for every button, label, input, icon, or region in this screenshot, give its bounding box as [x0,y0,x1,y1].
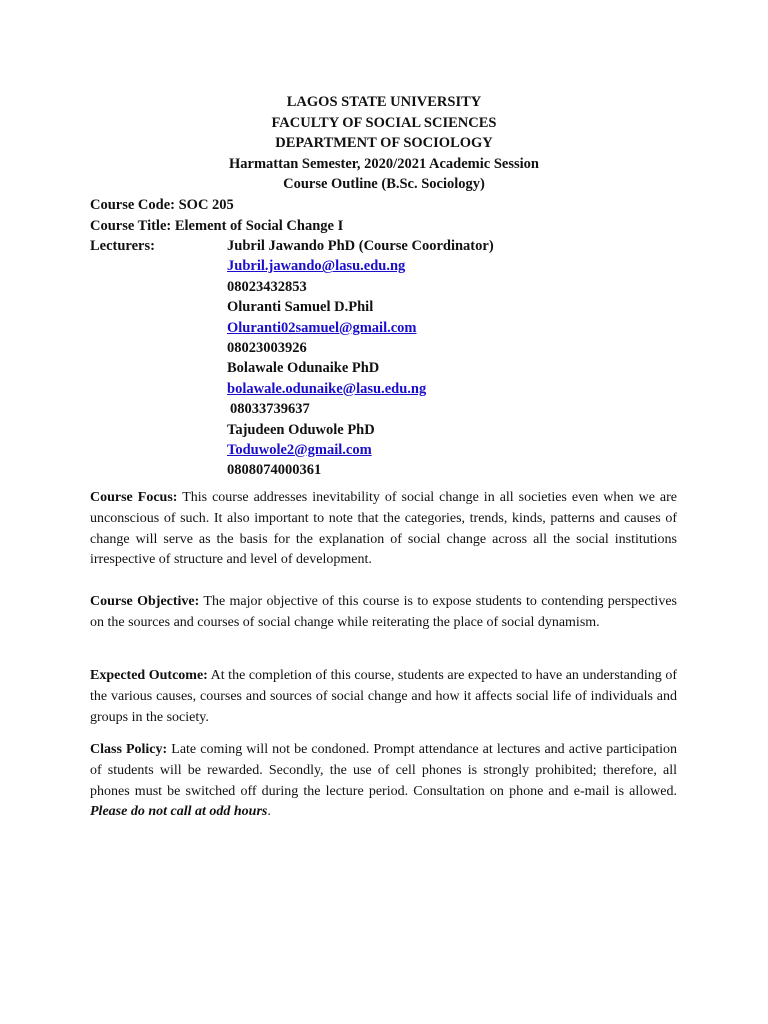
lecturer-name: Bolawale Odunaike PhD [227,360,380,377]
class-policy-label: Class Policy: [90,742,168,757]
lecturers-label: Lecturers: [90,238,155,254]
lecturers-list [227,236,494,481]
session-line: Harmattan Semester, 2020/2021 Academic Session [229,155,539,172]
expected-outcome-text: At the completion of this course, students are expected to have an understanding of the various causes, courses and sources of social change and how it affects social life of individuals and groups in the society. [90,668,677,725]
course-focus-text: This course addresses inevitability of social change in all societies even when we are unconscious of such. It also important to note that the categories, trends, kinds, patterns and causes of change will serve as the basis for the explanation of social change across all the social institutions irrespective of structure and level of development. [90,490,678,568]
course-focus-label: Course Focus: [90,490,178,505]
university-name: LAGOS STATE UNIVERSITY [286,94,482,110]
course-title-value: Element of Social Change I [174,217,344,234]
course-objective-paragraph [90,592,677,634]
course-code-row [90,195,343,216]
lecturer-email-link[interactable]: Jubril.jawando@lasu.edu.ng [227,258,406,275]
lecturer-name: Oluranti Samuel D.Phil [227,299,374,316]
lecturer-phone: 0808074000361 [227,462,322,479]
course-title-label: Course Title: [90,217,172,234]
lecturer-email-link[interactable]: Toduwole2@gmail.com [227,441,372,458]
class-policy-paragraph [90,740,677,823]
course-info [90,195,343,236]
faculty-name: FACULTY OF SOCIAL SCIENCES [271,114,497,131]
expected-outcome-paragraph [90,666,677,728]
lecturer-name: Tajudeen Oduwole PhD [227,421,375,438]
class-policy-text: Late coming will not be condoned. Prompt attendance at lectures and active participation of students will be rewarded. Secondly, the use of cell phones is strongly prohibited; therefore, all phones must be switched off during the lecture period. Consultation on phone and e-mail is allowed. [90,742,678,799]
lecturer-name: Jubril Jawando PhD (Course Coordinator) [227,238,494,254]
course-code-value: SOC 205 [178,197,234,213]
document-header [0,92,768,195]
class-policy-emphasis: Please do not call at odd hours [90,804,268,820]
outline-line: Course Outline (B.Sc. Sociology) [283,176,485,193]
course-title-row [90,216,343,237]
lecturer-phone: 08023432853 [227,278,307,295]
lecturer-email-link[interactable]: bolawale.odunaike@lasu.edu.ng [227,380,427,397]
department-name: DEPARTMENT OF SOCIOLOGY [275,135,493,152]
lecturer-phone: 08023003926 [227,339,307,356]
lecturer-email-link[interactable]: Oluranti02samuel@gmail.com [227,319,417,336]
course-code-label: Course Code: [90,197,175,213]
course-focus-paragraph [90,488,677,571]
lecturer-phone: 08033739637 [230,401,310,418]
expected-outcome-label: Expected Outcome: [90,668,208,683]
course-objective-label: Course Objective: [90,594,200,609]
class-policy-end: . [267,804,271,820]
course-objective-text: The major objective of this course is to expose students to contending perspectives on the sources and courses of social change while reiterating the place of social dynamism. [90,594,677,630]
